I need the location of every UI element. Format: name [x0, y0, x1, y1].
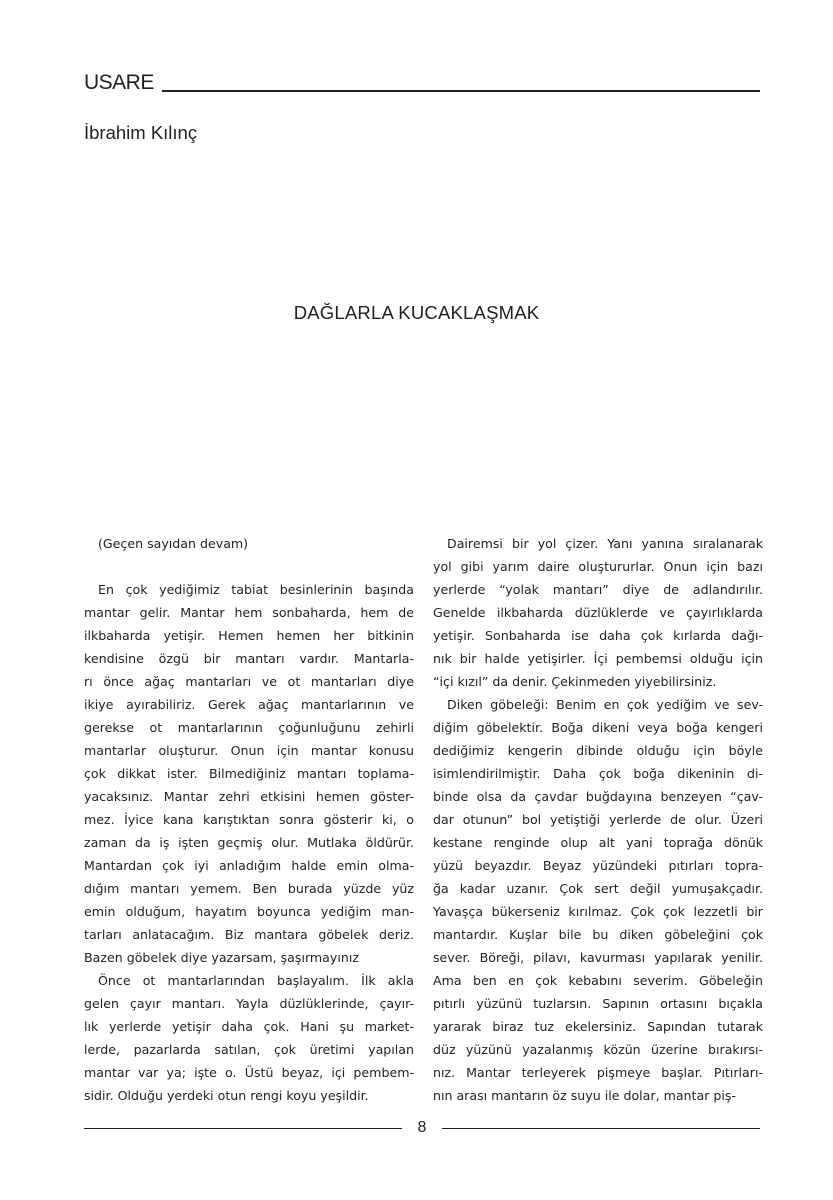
page-number: 8 — [417, 1119, 427, 1136]
author-name: İbrahim Kılınç — [84, 122, 198, 143]
paragraph — [433, 693, 763, 1107]
text-line: nın arası mantarın öz suyu ile dolar, mantar piş- — [433, 1088, 736, 1103]
text-line: dediğimiz kengerin dibinde olduğu için böyle — [433, 743, 763, 758]
text-line: yol gibi yarım daire oluştururlar. Onun için bazı — [433, 559, 763, 574]
text-line: kestane renginde olup alt yani toprağa dönük — [433, 835, 763, 850]
text-line: düz yüzünü yazalanmış közün üzerine bırakırsı- — [433, 1042, 763, 1057]
text-line: isimlendirilmiştir. Daha çok boğa dikeninin di- — [433, 766, 763, 781]
right-column — [433, 532, 763, 1107]
text-line: yüzü beyazdır. Beyaz yüzündeki pıtırları topra- — [433, 858, 763, 873]
text-line: çok dikkat ister. Bilmediğiniz mantarı toplama- — [84, 766, 414, 781]
text-line: mantar gelir. Mantar hem sonbaharda, hem de — [84, 605, 414, 620]
text-line: Yavaşça bükerseniz kırılmaz. Çok çok lezzetli bir — [433, 904, 763, 919]
text-line: binde olsa da çavdar buğdayına benzeyen “çav- — [433, 789, 763, 804]
text-line: Diken göbeleği: Benim en çok yediğim ve sev- — [447, 697, 763, 712]
text-line: pıtırlı yüzünü tuzlarsın. Sapının ortasını bıçakla — [433, 996, 763, 1011]
text-line: yacaksınız. Mantar zehri etkisini hemen göster- — [84, 789, 414, 804]
text-line: mantar var ya; işte o. Üstü beyaz, içi pembem- — [84, 1065, 414, 1080]
text-line: ilkbaharda yetişir. Hemen hemen her bitkinin — [84, 628, 414, 643]
text-line: lık yerlerde yetişir daha çok. Hani şu market- — [84, 1019, 414, 1034]
magazine-name: USARE — [84, 71, 154, 94]
continued-note: (Geçen sayıdan devam) — [98, 536, 249, 551]
text-line: diğim göbelektir. Boğa dikeni veya boğa kengeri — [433, 720, 763, 735]
footer-rule-right — [442, 1128, 760, 1129]
text-line: yetişir. Sonbaharda ise daha çok kırlarda dağı- — [433, 628, 763, 643]
text-line: ğa kadar uzanır. Çok sert değil yumuşakçadır. — [433, 881, 763, 896]
article-title: DAĞLARLA KUCAKLAŞMAK — [293, 302, 540, 323]
text-line: ikiye ayırabiliriz. Gerek ağaç mantarlarının ve — [84, 697, 414, 712]
text-line: sever. Böreği, pilavı, kavurması yapılarak yenilir. — [433, 950, 763, 965]
text-line: mantardır. Kuşlar bile bu diken göbeleğini çok — [433, 927, 763, 942]
text-line: kendisine özgü bir mantarı vardır. Mantarla- — [84, 651, 414, 666]
text-line: gelen çayır mantarı. Yayla düzlüklerinde, çayır- — [84, 996, 414, 1011]
text-line: rı önce ağaç mantarları ve ot mantarları diye — [84, 674, 414, 689]
header-rule — [162, 90, 760, 92]
paragraph — [84, 578, 414, 969]
page-footer — [84, 1118, 760, 1138]
text-line: emin olduğum, hayatım boyunca yediğim man- — [84, 904, 414, 919]
text-line: Dairemsi bir yol çizer. Yanı yanına sıralanarak — [447, 536, 763, 551]
text-line: gerekse ot mantarlarının çoğunluğunu zehirli — [84, 720, 414, 735]
text-line: “içi kızıl” da denir. Çekinmeden yiyebilirsiniz. — [433, 674, 717, 689]
text-line: yararak biraz tuz ekelersiniz. Sapından tutarak — [433, 1019, 763, 1034]
text-line: mez. İyice kana karıştıktan sonra gösterir ki, o — [84, 812, 414, 827]
text-line: zaman da iş işten geçmiş olur. Mutlaka öldürür. — [84, 835, 414, 850]
text-line: dığım mantarı yemem. Ben burada yüzde yüz — [84, 881, 414, 896]
paragraph — [84, 969, 414, 1107]
running-header — [84, 68, 760, 98]
text-line: yerlerde “yolak mantarı” diye de adlandırılır. — [433, 582, 763, 597]
text-line: En çok yediğimiz tabiat besinlerinin başında — [98, 582, 414, 597]
left-column — [84, 532, 414, 1107]
text-line: tarları anlatacağım. Biz mantara göbelek deriz. — [84, 927, 414, 942]
text-line: nık bir halde yetişirler. İçi pembemsi olduğu için — [433, 651, 763, 666]
paragraph — [433, 532, 763, 693]
text-line: mantarlar oluşturur. Onun için mantar konusu — [84, 743, 414, 758]
text-line: lerde, pazarlarda satılan, çok üretimi yapılan — [84, 1042, 414, 1057]
text-line: sidir. Olduğu yerdeki otun rengi koyu yeşildir. — [84, 1088, 369, 1103]
text-line: Ama ben en çok kebabını severim. Göbeleğin — [433, 973, 763, 988]
text-line: Önce ot mantarlarından başlayalım. İlk akla — [98, 973, 414, 988]
text-line: dar otunun” bol yetiştiği yerlerde de olur. Üzeri — [433, 812, 763, 827]
text-line: Genelde ilkbaharda düzlüklerde ve çayırlıklarda — [433, 605, 763, 620]
text-line: Bazen göbelek diye yazarsam, şaşırmayınız — [84, 950, 359, 965]
text-line: nız. Mantar terleyerek pişmeye başlar. Pıtırları- — [433, 1065, 763, 1080]
text-line: Mantardan çok iyi anladığım halde emin olma- — [84, 858, 414, 873]
